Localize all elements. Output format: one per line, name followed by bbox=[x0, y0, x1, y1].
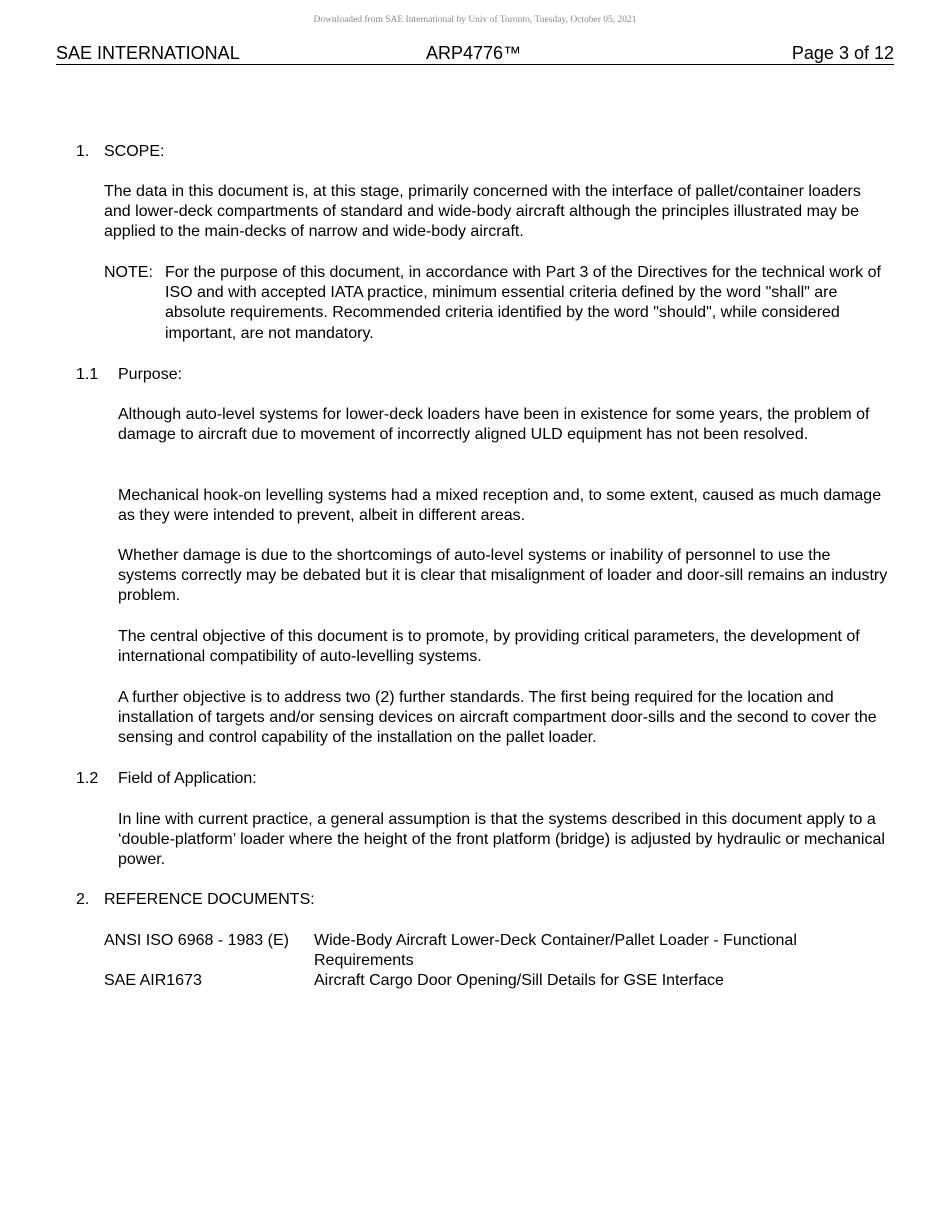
purpose-paragraph-5: A further objective is to address two (2) further standards. The first being required for the location and installation of targets and/or sensing devices on aircraft compartment door-sills and the second to cover the sensing and control capability of the installation on the pallet loader. bbox=[118, 689, 877, 747]
reference-title: Wide-Body Aircraft Lower-Deck Container/Pallet Loader - Functional Requirements bbox=[314, 932, 797, 970]
purpose-paragraph-1: Although auto-level systems for lower-deck loaders have been in existence for some years, the problem of damage to aircraft due to movement of incorrectly aligned ULD equipment has not been resolved. bbox=[118, 406, 870, 444]
purpose-paragraph-3: Whether damage is due to the shortcomings of auto-level systems or inability of personnel to use the systems correctly may be debated but it is clear that misalignment of loader and door-sill remains an industry problem. bbox=[118, 547, 888, 605]
download-watermark: Downloaded from SAE International by Univ of Toronto, Tuesday, October 05, 2021 bbox=[313, 15, 637, 25]
reference-id: ANSI ISO 6968 - 1983 (E) bbox=[104, 932, 289, 949]
section-1-2-title: Field of Application: bbox=[118, 770, 257, 787]
section-1-title: SCOPE: bbox=[104, 143, 165, 160]
section-2-number: 2. bbox=[76, 891, 90, 908]
field-of-application-paragraph: In line with current practice, a general assumption is that the systems described in this document apply to a ‘double-platform’ loader where the height of the front platform (bridge) is adjusted by hydraulic or mechanical power. bbox=[118, 811, 885, 869]
section-1-paragraph: The data in this document is, at this stage, primarily concerned with the interface of pallet/container loaders and lower-deck compartments of standard and wide-body aircraft although the principles illustrated may be applied to the main-decks of narrow and wide-body aircraft. bbox=[104, 183, 861, 241]
note-label: NOTE: bbox=[104, 264, 153, 281]
note-text: For the purpose of this document, in accordance with Part 3 of the Directives for the technical work of ISO and with accepted IATA practice, minimum essential criteria defined by the word "shall" are absolute requirements. Recommended criteria identified by the word "should", while considered important, are not mandatory. bbox=[165, 264, 881, 342]
header-org: SAE INTERNATIONAL bbox=[56, 43, 240, 63]
reference-title: Aircraft Cargo Door Opening/Sill Details for GSE Interface bbox=[314, 972, 724, 989]
section-2-title: REFERENCE DOCUMENTS: bbox=[104, 891, 315, 908]
section-1-1-number: 1.1 bbox=[76, 366, 99, 383]
header-page-number: Page 3 of 12 bbox=[791, 43, 894, 63]
reference-id: SAE AIR1673 bbox=[104, 972, 202, 989]
page-header bbox=[56, 43, 894, 65]
purpose-paragraph-4: The central objective of this document is to promote, by providing critical parameters, the development of international compatibility of auto-levelling systems. bbox=[118, 628, 860, 666]
section-1-2-number: 1.2 bbox=[76, 770, 99, 787]
section-1-1-title: Purpose: bbox=[118, 366, 183, 383]
section-1-number: 1. bbox=[76, 143, 90, 160]
purpose-paragraph-2: Mechanical hook-on levelling systems had a mixed reception and, to some extent, caused as much damage as they were intended to prevent, albeit in different areas. bbox=[118, 487, 882, 525]
header-doc-id: ARP4776™ bbox=[426, 43, 522, 63]
